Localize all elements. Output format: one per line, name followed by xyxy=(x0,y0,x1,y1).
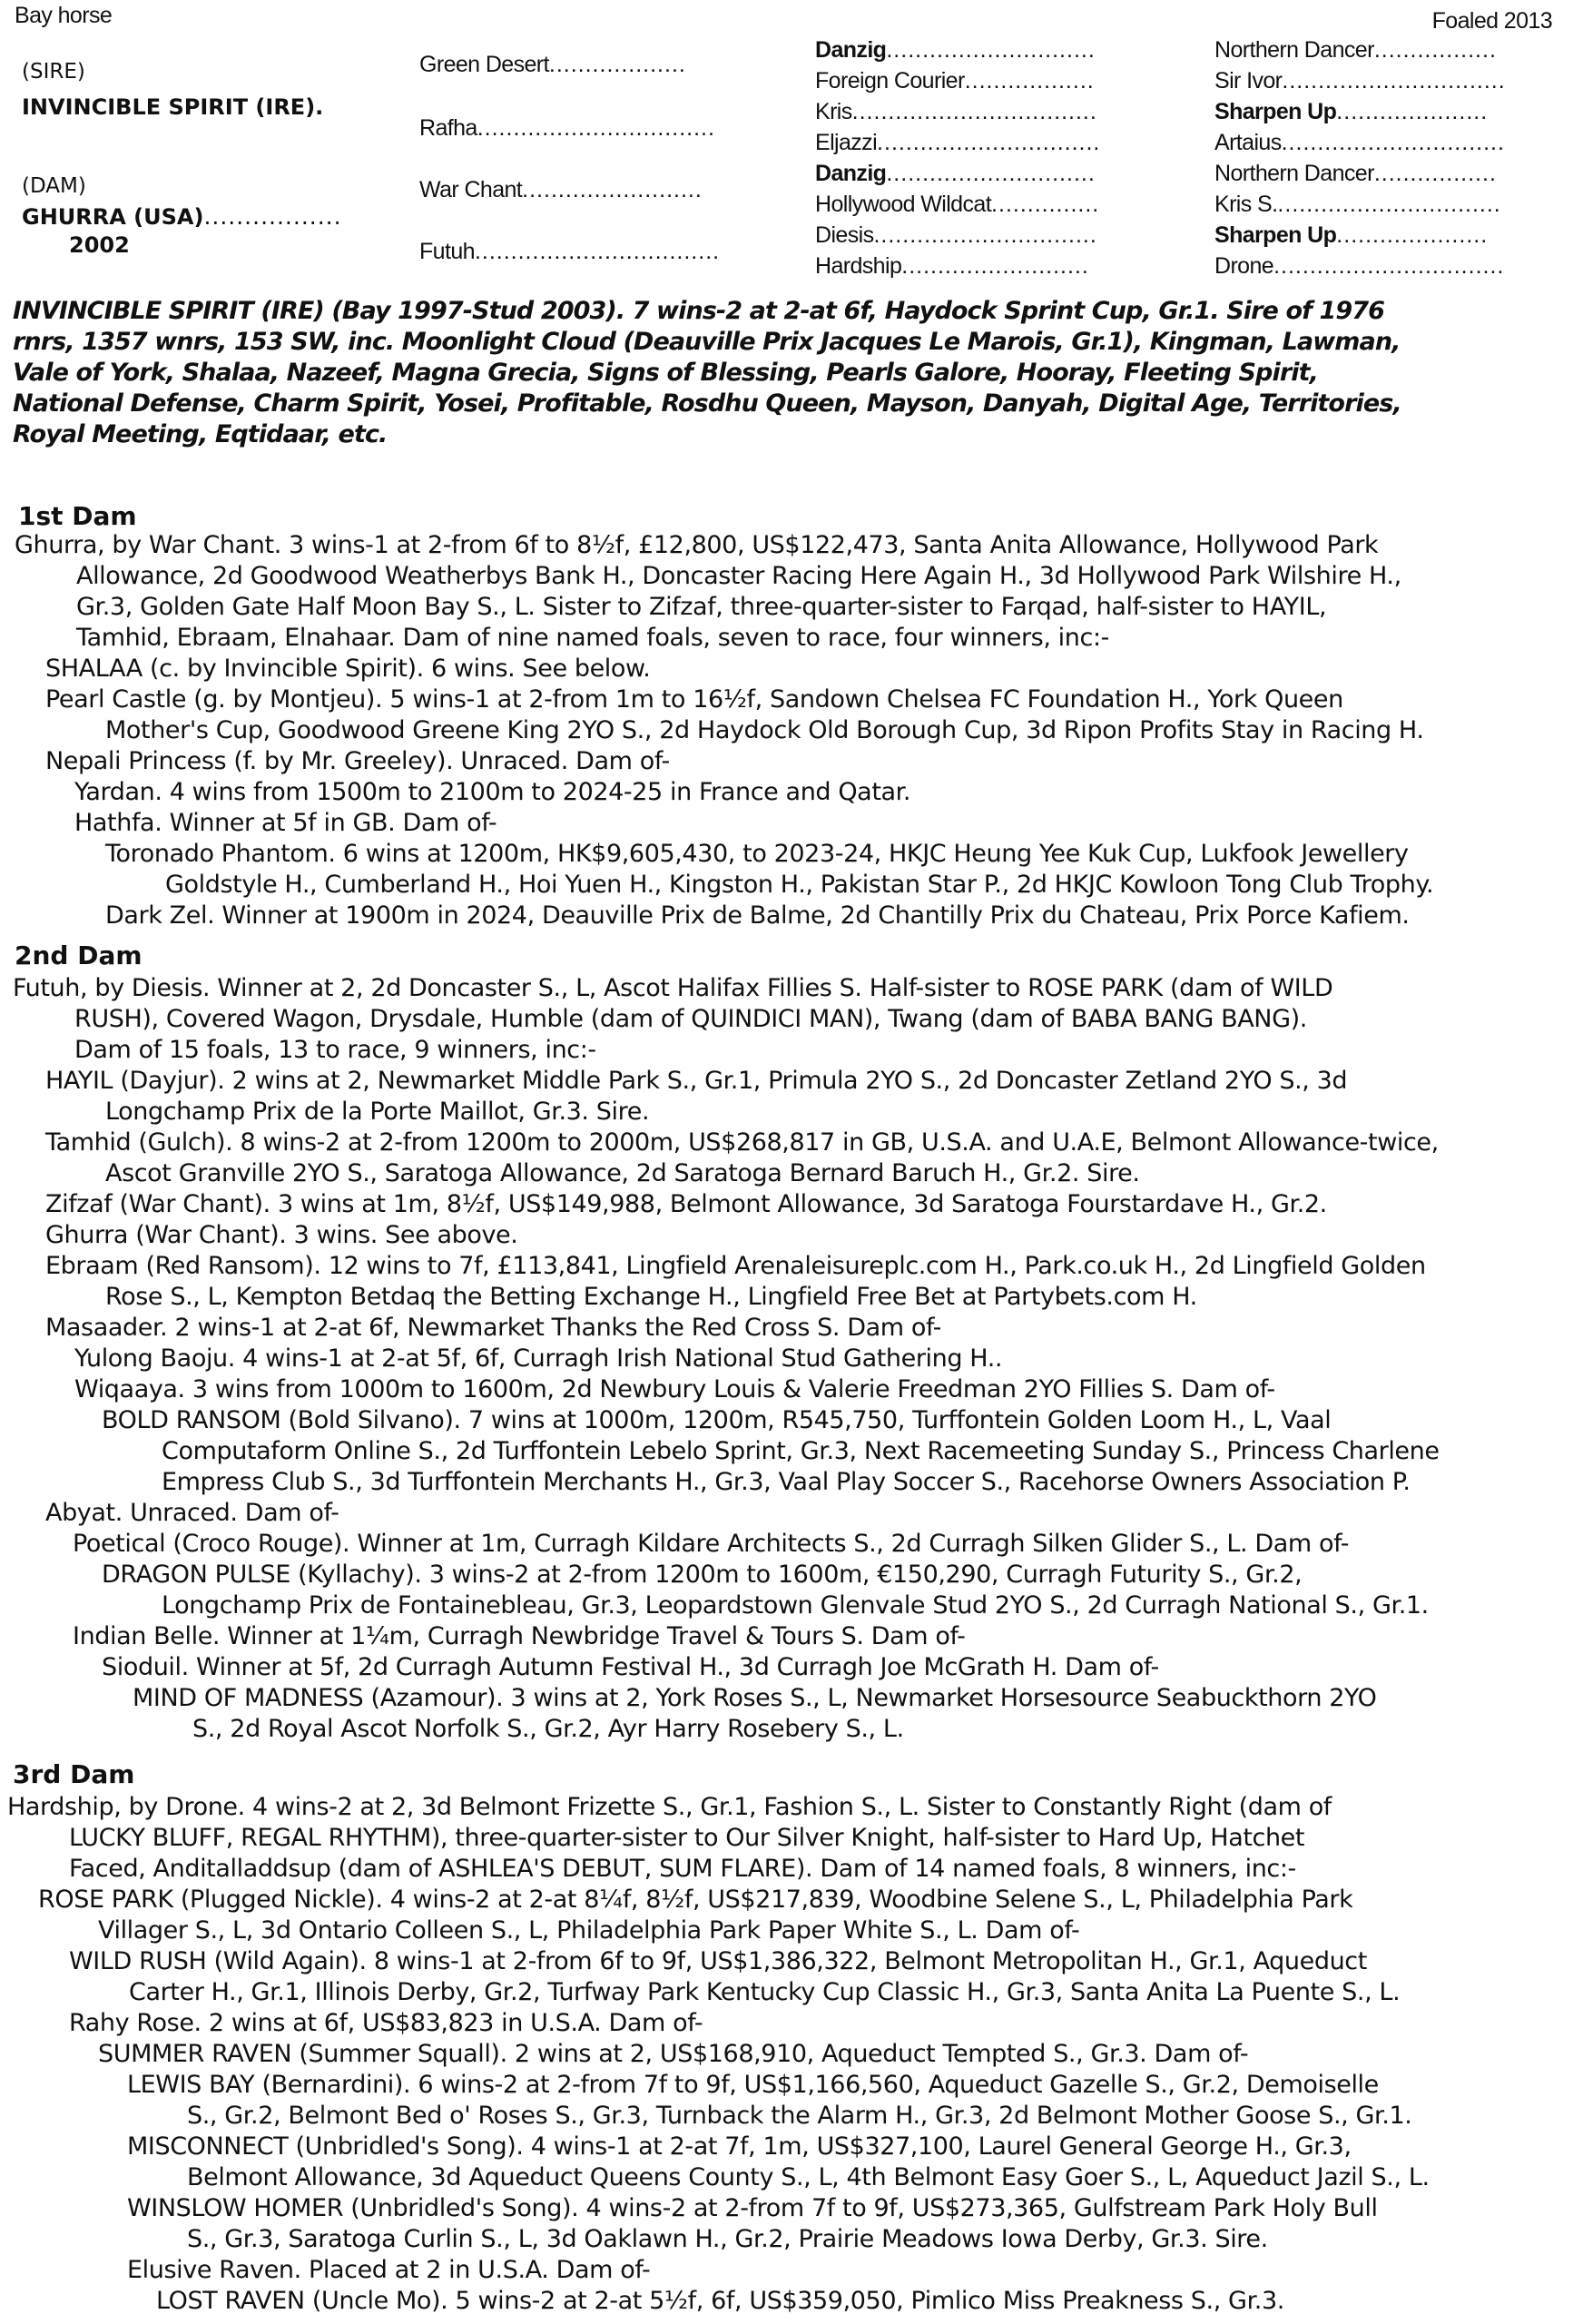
gen3-foreign-courier: Foreign Courier.................. xyxy=(815,68,1095,94)
text-line: Toronado Phantom. 6 wins at 1200m, HK$9,605,430, to 2023-24, HKJC Heung Yee Kuk Cup, Lukfook Jewellery xyxy=(105,840,1409,868)
gen3-hardship: Hardship.......................... xyxy=(815,253,1089,279)
text-line: Hathfa. Winner at 5f in GB. Dam of- xyxy=(74,809,497,837)
text-line: Ascot Granville 2YO S., Saratoga Allowance, 2d Saratoga Bernard Baruch H., Gr.2. Sire. xyxy=(105,1159,1140,1187)
summary-line: National Defense, Charm Spirit, Yosei, Profitable, Rosdhu Queen, Mayson, Danyah, Digital Age, Territories, xyxy=(13,389,1401,418)
text-line: Sioduil. Winner at 5f, 2d Curragh Autumn Festival H., 3d Curragh Joe McGrath H. Dam of- xyxy=(102,1653,1159,1681)
gen4-sharpen-up-2: Sharpen Up..................... xyxy=(1214,222,1489,248)
summary-line: Vale of York, Shalaa, Nazeef, Magna Grecia, Signs of Blessing, Pearls Galore, Hooray, Fleeting Spirit, xyxy=(13,359,1318,387)
text-line: Nepali Princess (f. by Mr. Greeley). Unraced. Dam of- xyxy=(45,747,670,775)
summary-line: INVINCIBLE SPIRIT (IRE) (Bay 1997-Stud 2003). 7 wins-2 at 2-at 6f, Haydock Sprint Cup, Gr.1. Sire of 1976 xyxy=(13,297,1385,325)
text-line: LEWIS BAY (Bernardini). 6 wins-2 at 2-from 7f to 9f, US$1,166,560, Aqueduct Gazelle S., Gr.2, Demoiselle xyxy=(127,2071,1379,2099)
text-line: WINSLOW HOMER (Unbridled's Song). 4 wins-2 at 2-from 7f to 9f, US$273,365, Gulfstream Park Holy Bull xyxy=(127,2194,1378,2222)
text-line: Yardan. 4 wins from 1500m to 2100m to 2024-25 in France and Qatar. xyxy=(74,778,911,806)
gen3-diesis: Diesis............................... xyxy=(815,222,1097,248)
text-line: Wiqaaya. 3 wins from 1000m to 1600m, 2d Newbury Louis & Valerie Freedman 2YO Fillies S. Dam of- xyxy=(74,1375,1275,1403)
sire-summary xyxy=(13,296,1574,450)
gen2-green-desert: Green Desert................... xyxy=(419,52,686,77)
text-line: WILD RUSH (Wild Again). 8 wins-1 at 2-from 6f to 9f, US$1,386,322, Belmont Metropolitan H., Gr.1, Aqueduct xyxy=(69,1947,1367,1975)
text-line: Poetical (Croco Rouge). Winner at 1m, Curragh Kildare Architects S., 2d Curragh Silken Glider S., L. Dam of- xyxy=(73,1530,1350,1558)
section-heading-3rd-dam: 3rd Dam xyxy=(13,1759,135,1789)
text-line: Empress Club S., 3d Turffontein Merchants H., Gr.3, Vaal Play Soccer S., Racehorse Owners Association P. xyxy=(162,1468,1411,1496)
gen4-northern-dancer-2: Northern Dancer................. xyxy=(1214,161,1497,186)
text-line: Elusive Raven. Placed at 2 in U.S.A. Dam of- xyxy=(127,2256,651,2284)
text-line: S., Gr.3, Saratoga Curlin S., L, 3d Oaklawn H., Gr.2, Prairie Meadows Iowa Derby, Gr.3. Sire. xyxy=(187,2225,1268,2253)
text-line: Computaform Online S., 2d Turffontein Lebelo Sprint, Gr.3, Next Racemeeting Sunday S., Princess Charlene xyxy=(162,1437,1440,1465)
text-line: Longchamp Prix de la Porte Maillot, Gr.3. Sire. xyxy=(105,1098,650,1126)
dam-name: GHURRA (USA)................. xyxy=(22,203,342,230)
sire-label: (SIRE) xyxy=(22,60,85,84)
section-heading-1st-dam: 1st Dam xyxy=(18,501,137,531)
text-line: Rose S., L, Kempton Betdaq the Betting Exchange H., Lingfield Free Bet at Partybets.com H. xyxy=(105,1283,1197,1311)
text-line: Allowance, 2d Goodwood Weatherbys Bank H., Doncaster Racing Here Again H., 3d Hollywood Park Wilshire H., xyxy=(76,562,1401,590)
dam-label: (DAM) xyxy=(22,174,86,198)
text-line: Belmont Allowance, 3d Aqueduct Queens County S., L, 4th Belmont Easy Goer S., L, Aqueduct Jazil S., L. xyxy=(187,2163,1430,2191)
gen4-artaius: Artaius............................... xyxy=(1214,130,1505,155)
gen4-sharpen-up-1: Sharpen Up..................... xyxy=(1214,99,1489,124)
text-line: Ebraam (Red Ransom). 12 wins to 7f, £113,841, Lingfield Arenaleisureplc.com H., Park.co.uk H., 2d Lingfield Golden xyxy=(45,1252,1426,1280)
text-line: Ghurra, by War Chant. 3 wins-1 at 2-from 6f to 8½f, £12,800, US$122,473, Santa Anita Allowance, Hollywood Park xyxy=(15,531,1379,559)
text-line: SUMMER RAVEN (Summer Squall). 2 wins at 2, US$168,910, Aqueduct Tempted S., Gr.3. Dam of- xyxy=(98,2040,1249,2068)
text-line: Futuh, by Diesis. Winner at 2, 2d Doncaster S., L, Ascot Halifax Fillies S. Half-sister to ROSE PARK (dam of WILD xyxy=(13,974,1333,1002)
section-heading-2nd-dam: 2nd Dam xyxy=(15,940,143,970)
gen3-hollywood-wildcat: Hollywood Wildcat............... xyxy=(815,192,1100,217)
text-line: BOLD RANSOM (Bold Silvano). 7 wins at 1000m, 1200m, R545,750, Turffontein Golden Loom H., L, Vaal xyxy=(102,1406,1332,1434)
text-line: Indian Belle. Winner at 1¼m, Curragh Newbridge Travel & Tours S. Dam of- xyxy=(73,1622,966,1650)
gen4-northern-dancer-1: Northern Dancer................. xyxy=(1214,37,1497,63)
text-line: MISCONNECT (Unbridled's Song). 4 wins-1 at 2-at 7f, 1m, US$327,100, Laurel General George H., Gr.3, xyxy=(127,2132,1352,2161)
gen4-kris-s: Kris S................................ xyxy=(1214,192,1501,217)
second-dam-block xyxy=(0,973,1440,1745)
text-line: Dam of 15 foals, 13 to race, 9 winners, inc:- xyxy=(74,1036,596,1064)
text-line: Masaader. 2 wins-1 at 2-at 6f, Newmarket Thanks the Red Cross S. Dam of- xyxy=(45,1314,941,1342)
summary-line: Royal Meeting, Eqtidaar, etc. xyxy=(13,420,388,448)
first-dam-block xyxy=(0,530,1433,931)
text-line: Hardship, by Drone. 4 wins-2 at 2, 3d Belmont Frizette S., Gr.1, Fashion S., L. Sister to Constantly Right (dam of xyxy=(7,1793,1332,1821)
text-line: HAYIL (Dayjur). 2 wins at 2, Newmarket Middle Park S., Gr.1, Primula 2YO S., 2d Doncaster Zetland 2YO S., 3d xyxy=(45,1067,1348,1095)
text-line: Yulong Baoju. 4 wins-1 at 2-at 5f, 6f, Curragh Irish National Stud Gathering H.. xyxy=(74,1344,1003,1373)
foaled-year: Foaled 2013 xyxy=(1431,8,1552,34)
gen2-futuh: Futuh.................................. xyxy=(419,239,721,264)
text-line: MIND OF MADNESS (Azamour). 3 wins at 2, York Roses S., L, Newmarket Horsesource Seabuckthorn 2YO xyxy=(133,1684,1377,1712)
gen2-rafha: Rafha................................. xyxy=(419,115,715,141)
text-line: Villager S., L, 3d Ontario Colleen S., L, Philadelphia Park Paper White S., L. Dam of- xyxy=(98,1916,1080,1945)
text-line: Mother's Cup, Goodwood Greene King 2YO S., 2d Haydock Old Borough Cup, 3d Ripon Profits Stay in Racing H. xyxy=(105,716,1424,744)
dam-year: 2002 xyxy=(69,232,130,258)
text-line: Abyat. Unraced. Dam of- xyxy=(45,1499,339,1527)
color-sex: Bay horse xyxy=(15,3,113,28)
gen2-war-chant: War Chant......................... xyxy=(419,177,703,202)
gen3-kris: Kris.................................. xyxy=(815,99,1097,124)
gen3-eljazzi: Eljazzi............................... xyxy=(815,130,1101,155)
text-line: Goldstyle H., Cumberland H., Hoi Yuen H., Kingston H., Pakistan Star P., 2d HKJC Kowloon Tong Club Trophy. xyxy=(165,871,1434,899)
text-line: Dark Zel. Winner at 1900m in 2024, Deauville Prix de Balme, 2d Chantilly Prix du Chateau, Prix Porce Kafiem. xyxy=(105,901,1410,930)
text-line: Pearl Castle (g. by Montjeu). 5 wins-1 at 2-from 1m to 16½f, Sandown Chelsea FC Foundation H., York Queen xyxy=(45,685,1343,714)
text-line: Ghurra (War Chant). 3 wins. See above. xyxy=(45,1221,518,1249)
text-line: Carter H., Gr.1, Illinois Derby, Gr.2, Turfway Park Kentucky Cup Classic H., Gr.3, Santa Anita La Puente S., L. xyxy=(129,1978,1401,2006)
third-dam-block xyxy=(0,1792,1430,2317)
text-line: Faced, Anditalladdsup (dam of ASHLEA'S DEBUT, SUM FLARE). Dam of 14 named foals, 8 winners, inc:- xyxy=(69,1855,1296,1883)
sire-name: INVINCIBLE SPIRIT (IRE). xyxy=(22,94,324,120)
text-line: Tamhid, Ebraam, Elnahaar. Dam of nine named foals, seven to race, four winners, inc:- xyxy=(76,624,1109,652)
gen4-sir-ivor: Sir Ivor............................... xyxy=(1214,68,1506,94)
text-line: Longchamp Prix de Fontainebleau, Gr.3, Leopardstown Glenvale Stud 2YO S., 2d Curragh National S., Gr.1. xyxy=(162,1591,1429,1620)
text-line: LUCKY BLUFF, REGAL RHYTHM), three-quarter-sister to Our Silver Knight, half-sister to Hard Up, Hatchet xyxy=(69,1824,1305,1852)
gen3-danzig-1: Danzig............................. xyxy=(815,37,1096,63)
text-line: DRAGON PULSE (Kyllachy). 3 wins-2 at 2-from 1200m to 1600m, €150,290, Curragh Futurity S., Gr.2, xyxy=(102,1561,1303,1589)
text-line: S., 2d Royal Ascot Norfolk S., Gr.2, Ayr Harry Rosebery S., L. xyxy=(192,1715,904,1743)
summary-line: rnrs, 1357 wnrs, 153 SW, inc. Moonlight Cloud (Deauville Prix Jacques Le Marois, Gr.1), Kingman, Lawman, xyxy=(13,328,1401,356)
text-line: LOST RAVEN (Uncle Mo). 5 wins-2 at 2-at 5½f, 6f, US$359,050, Pimlico Miss Preakness S., Gr.3. xyxy=(156,2287,1284,2315)
text-line: Tamhid (Gulch). 8 wins-2 at 2-from 1200m to 2000m, US$268,817 in GB, U.S.A. and U.A.E, Belmont Allowance-twice, xyxy=(45,1128,1439,1157)
text-line: SHALAA (c. by Invincible Spirit). 6 wins. See below. xyxy=(45,655,651,683)
text-line: RUSH), Covered Wagon, Drysdale, Humble (dam of QUINDICI MAN), Twang (dam of BABA BANG BANG). xyxy=(74,1005,1307,1033)
text-line: Gr.3, Golden Gate Half Moon Bay S., L. Sister to Zifzaf, three-quarter-sister to Farqad, half-sister to HAYIL, xyxy=(76,593,1327,621)
text-line: ROSE PARK (Plugged Nickle). 4 wins-2 at 2-at 8¼f, 8½f, US$217,839, Woodbine Selene S., L, Philadelphia Park xyxy=(38,1886,1353,1914)
gen3-danzig-2: Danzig............................. xyxy=(815,161,1096,186)
text-line: S., Gr.2, Belmont Bed o' Roses S., Gr.3, Turnback the Alarm H., Gr.3, 2d Belmont Mother Goose S., Gr.1. xyxy=(187,2102,1412,2130)
text-line: Zifzaf (War Chant). 3 wins at 1m, 8½f, US$149,988, Belmont Allowance, 3d Saratoga Fourstardave H., Gr.2. xyxy=(45,1190,1327,1218)
gen4-drone: Drone................................ xyxy=(1214,253,1505,279)
text-line: Rahy Rose. 2 wins at 6f, US$83,823 in U.S.A. Dam of- xyxy=(69,2009,703,2037)
